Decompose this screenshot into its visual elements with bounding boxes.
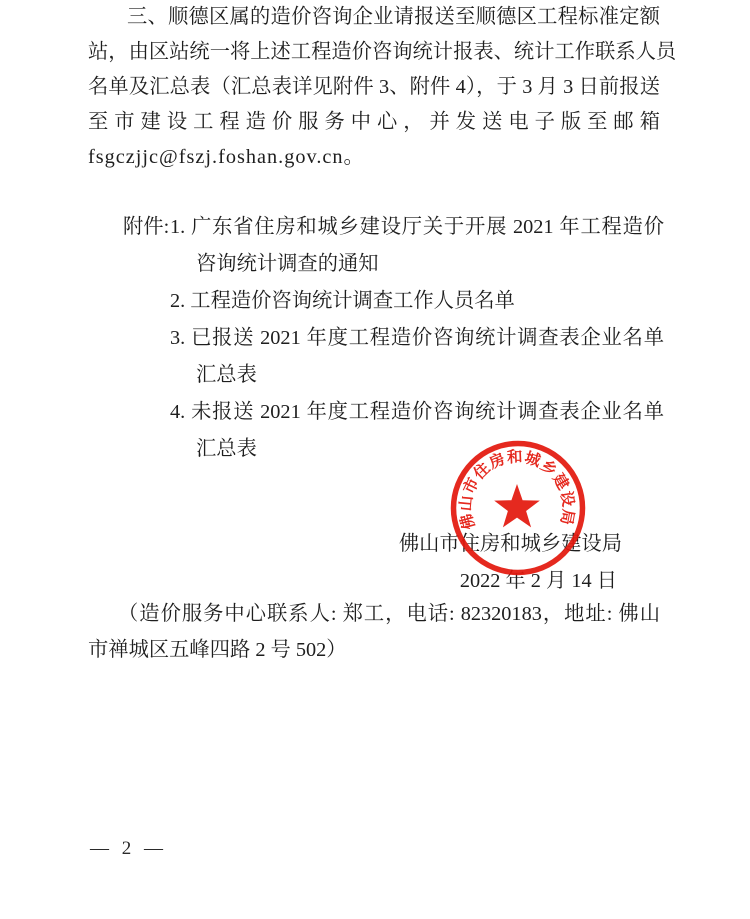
attachment-item: 4. 未报送 2021 年度工程造价咨询统计调查表企业名单汇总表: [170, 401, 664, 460]
paragraph-line: 至市建设工程造价服务中心，并发送电子版至邮箱: [88, 111, 660, 133]
contact-note: [88, 596, 660, 668]
email-address: fsgczjjc@fszj.foshan.gov.cn。: [88, 146, 365, 168]
seal-arc-text: 佛山市住房和城乡建设局: [457, 448, 577, 532]
paragraph-line: 名单及汇总表（汇总表详见附件 3、附件 4），于 3 月 3 日前报送: [88, 76, 660, 98]
seal-star-icon: [494, 484, 540, 527]
attachments-list: [170, 209, 664, 468]
paragraph-line: 三、顺德区属的造价咨询企业请报送至顺德区工程标准定额: [127, 6, 660, 28]
page-number: — 2 —: [90, 838, 167, 859]
paragraph-line: 站，由区站统一将上述工程造价咨询统计报表、统计工作联系人员: [88, 41, 677, 63]
contact-line: 市禅城区五峰四路 2 号 502）: [88, 639, 347, 661]
signature-date: 2022 年 2 月 14 日: [459, 570, 617, 592]
official-seal: [447, 437, 589, 579]
attachment-item: 1. 广东省住房和城乡建设厅关于开展 2021 年工程造价咨询统计调查的通知: [170, 216, 664, 275]
agency-signature: 佛山市住房和城乡建设局: [398, 533, 622, 555]
attachment-item: 2. 工程造价咨询统计调查工作人员名单: [170, 290, 515, 312]
contact-line: （造价服务中心联系人: 郑工，电话: 82320183，地址: 佛山: [118, 603, 660, 625]
body-paragraph: [88, 0, 677, 175]
attachments-label: 附件:: [123, 216, 170, 238]
attachment-item: 3. 已报送 2021 年度工程造价咨询统计调查表企业名单汇总表: [170, 327, 664, 386]
attachments-block: [88, 209, 664, 468]
